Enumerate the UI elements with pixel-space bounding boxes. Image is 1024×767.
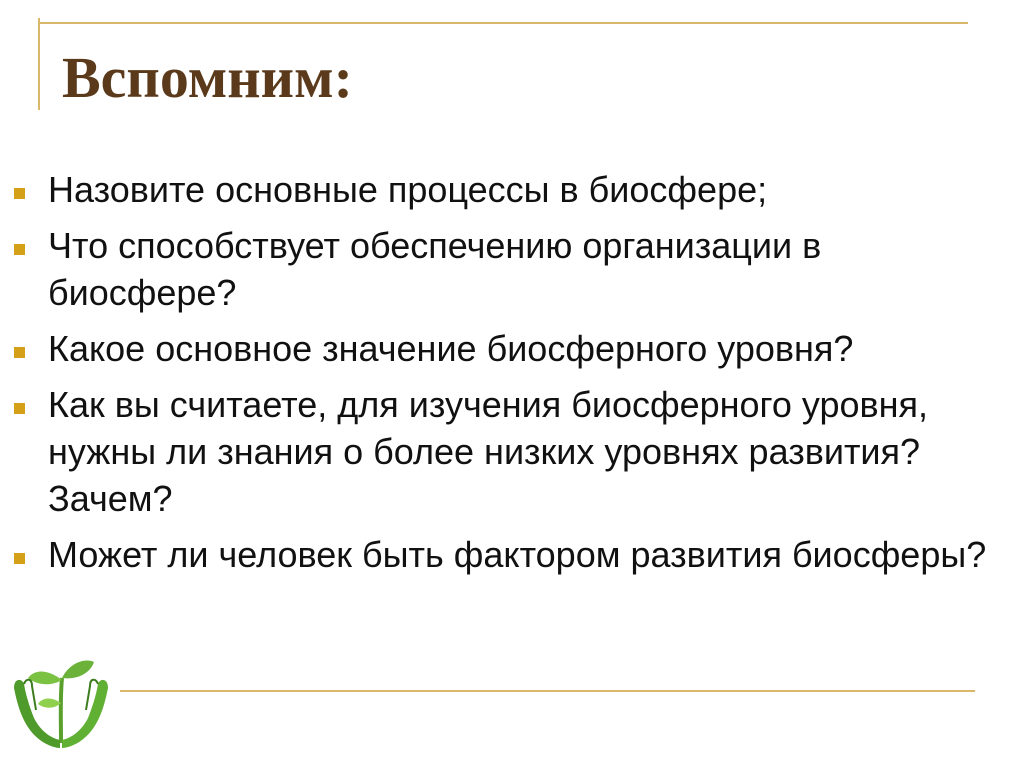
bullet-text: Какое основное значение биосферного уровня? [48, 328, 854, 369]
bullet-text: Что способствует обеспечению организации в биосфере? [48, 225, 822, 313]
bullet-marker-icon [14, 188, 25, 199]
slide-title: Вспомним: [62, 45, 353, 110]
bullet-item [14, 166, 1004, 213]
bullet-text: Как вы считаете, для изучения биосферного уровня, нужны ли знания о более низких уровнях развития? Зачем? [48, 384, 929, 519]
hands-with-sprout-icon [6, 648, 116, 758]
bullet-item [14, 222, 1004, 316]
bullet-text: Назовите основные процессы в биосфере; [48, 169, 768, 210]
bullet-item [14, 381, 1004, 522]
bullet-marker-icon [14, 553, 25, 564]
bullet-marker-icon [14, 244, 25, 255]
frame-bottom-line [120, 690, 975, 692]
frame-vertical-line [38, 18, 40, 110]
frame-top-line [38, 22, 968, 24]
bullet-item [14, 531, 1004, 578]
bullet-marker-icon [14, 347, 25, 358]
bullet-list [14, 166, 1004, 587]
bullet-marker-icon [14, 403, 25, 414]
bullet-item [14, 325, 1004, 372]
bullet-text: Может ли человек быть фактором развития биосферы? [48, 534, 987, 575]
